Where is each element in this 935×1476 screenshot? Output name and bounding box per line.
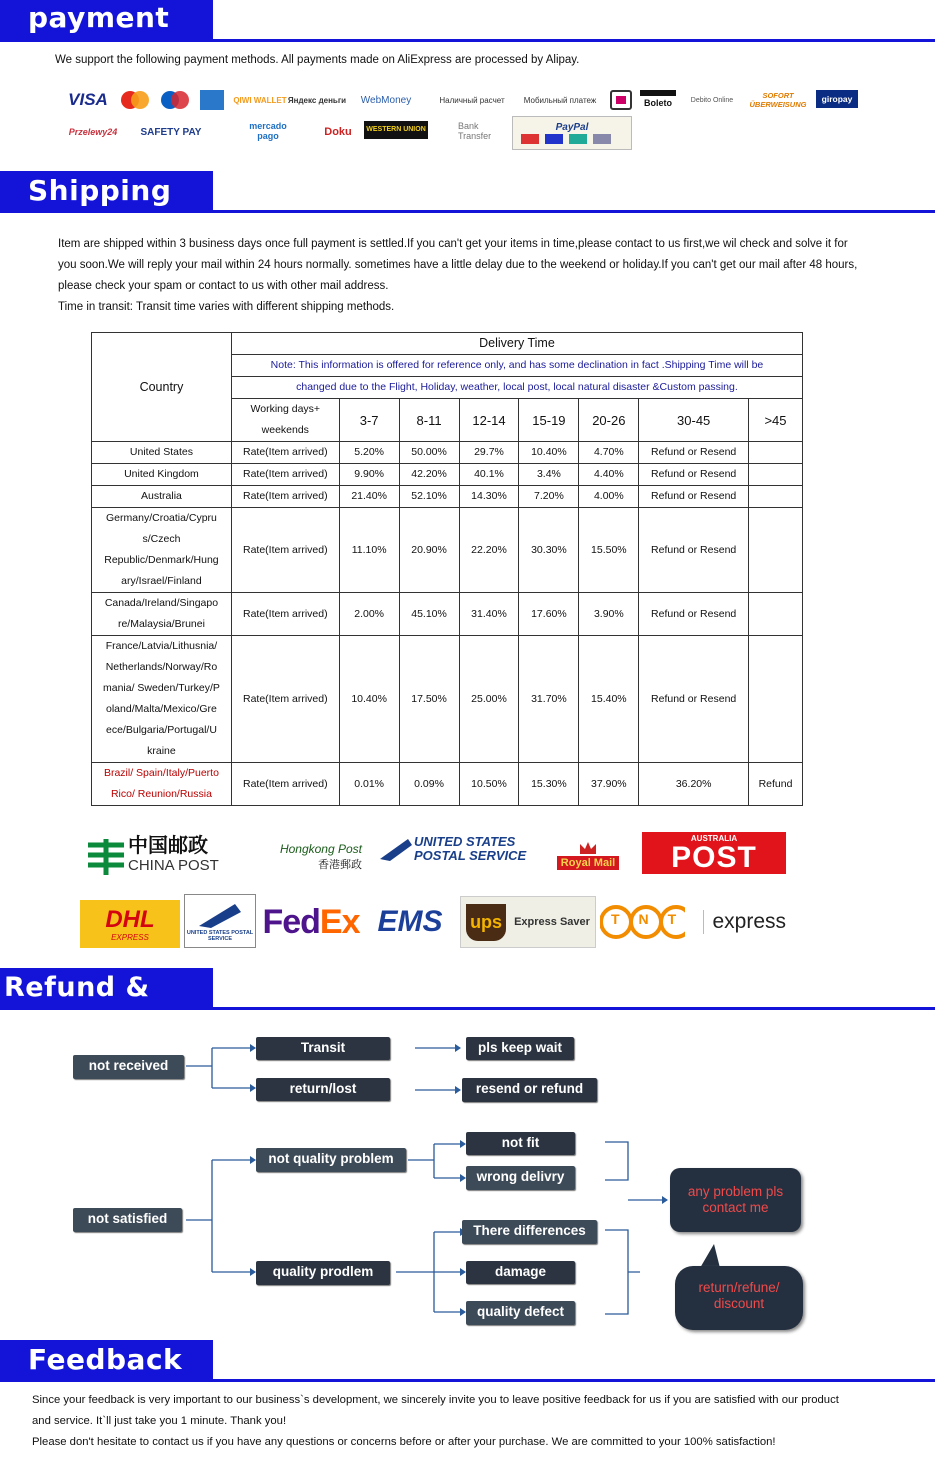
not-quality-problem-box: not quality problem	[256, 1148, 406, 1172]
visa-logo: VISA	[68, 90, 108, 109]
rate-value-cell: 15.40%	[579, 636, 639, 763]
rate-value-cell: 37.90%	[579, 763, 639, 806]
paypal-label: PayPal	[555, 121, 589, 133]
weekends-label: weekends	[261, 424, 309, 436]
country-line: France/Latvia/Lithusnia/	[105, 640, 218, 652]
safetypay-logo: SAFETY PAY	[140, 126, 202, 138]
cash-payment-logo: Наличный расчет	[439, 95, 505, 105]
sofort-logo: SOFORT ÜBERWEISUNG	[749, 91, 807, 109]
rate-value-cell: 52.10%	[399, 486, 459, 508]
hongkong-post-en: Hongkong Post	[279, 842, 362, 856]
rate-value-cell: 25.00%	[459, 636, 519, 763]
return-lost-box: return/lost	[256, 1078, 390, 1101]
rate-value-cell: Refund or Resend	[639, 636, 749, 763]
rate-value-cell: 42.20%	[399, 464, 459, 486]
fedex-fed: Fed	[262, 902, 320, 941]
fedex-ex: Ex	[319, 902, 360, 941]
country-line: Netherlands/Norway/Ro	[105, 661, 218, 673]
transit-box: Transit	[256, 1037, 390, 1060]
range-header: 30-45	[639, 399, 749, 442]
rate-value-cell: Refund or Resend	[639, 486, 749, 508]
rate-value-cell: 29.7%	[459, 442, 519, 464]
country-line: ece/Bulgaria/Portugal/U	[106, 724, 217, 736]
rate-value-cell: 17.50%	[399, 636, 459, 763]
range-header: 20-26	[579, 399, 639, 442]
rate-value-cell: 3.90%	[579, 593, 639, 636]
rate-value-cell: Refund	[749, 763, 803, 806]
rate-value-cell: 21.40%	[339, 486, 399, 508]
rate-value-cell: Refund or Resend	[639, 464, 749, 486]
rate-label-cell: Rate(Item arrived)	[231, 636, 339, 763]
working-days-label: Working days+	[250, 403, 321, 415]
section-title: payment	[0, 0, 213, 42]
section-title: Refund & Return	[0, 968, 213, 1010]
feedback-line: Since your feedback is very important to our business`s development, we sincerely invite you to leave positive feedback for us if you are satisfied with our product	[32, 1394, 839, 1406]
post-label: POST	[671, 840, 757, 874]
rate-label-cell: Rate(Item arrived)	[231, 442, 339, 464]
rate-value-cell: 15.30%	[519, 763, 579, 806]
rate-value-cell: 2.00%	[339, 593, 399, 636]
country-line: Australia	[141, 490, 182, 502]
table-note-line: changed due to the Flight, Holiday, weather, local post, local natural disaster &Custom passing.	[231, 377, 802, 399]
table-note-line: Note: This information is offered for reference only, and has some declination in fact .Shipping Time will be	[231, 355, 802, 377]
country-line: s/Czech	[142, 533, 181, 545]
contact-line: contact me	[702, 1200, 769, 1215]
rate-label-cell: Rate(Item arrived)	[231, 464, 339, 486]
delivery-time-header: Delivery Time	[231, 333, 802, 355]
result-line: discount	[713, 1296, 765, 1311]
hongkong-post-cn: 香港郵政	[318, 859, 362, 871]
there-differences-box: There differences	[462, 1220, 597, 1244]
debito-online-logo: Debito Online	[690, 96, 734, 104]
range-header: 15-19	[519, 399, 579, 442]
rate-label-cell: Rate(Item arrived)	[231, 593, 339, 636]
country-line: oland/Malta/Mexico/Gre	[106, 703, 217, 715]
not-received-box: not received	[73, 1055, 184, 1079]
bank-transfer-logo: Bank Transfer	[458, 121, 492, 141]
rate-value-cell: 22.20%	[459, 508, 519, 593]
rate-value-cell: 30.30%	[519, 508, 579, 593]
yandex-money-logo: Яндекс деньги	[287, 95, 347, 105]
not-satisfied-box: not satisfied	[73, 1208, 182, 1232]
rate-value-cell: 10.40%	[519, 442, 579, 464]
country-line: Canada/Ireland/Singapo	[104, 597, 219, 609]
contact-me-bubble	[670, 1168, 801, 1232]
rate-value-cell: 7.20%	[519, 486, 579, 508]
rate-value-cell: 4.70%	[579, 442, 639, 464]
resend-or-refund-box: resend or refund	[462, 1078, 597, 1102]
country-line: Rico/ Reunion/Russia	[110, 788, 212, 800]
china-post-en: CHINA POST	[128, 857, 219, 874]
result-line: return/refune/	[698, 1280, 780, 1295]
country-line: Germany/Croatia/Cypru	[106, 512, 217, 524]
rate-value-cell: Refund or Resend	[639, 508, 749, 593]
country-line: kraine	[147, 745, 176, 757]
not-fit-box: not fit	[466, 1132, 575, 1155]
rate-value-cell: 50.00%	[399, 442, 459, 464]
qiwi-logo: QIWI WALLET	[233, 95, 287, 105]
rate-value-cell: 9.90%	[339, 464, 399, 486]
ups-saver-label: Express Saver	[514, 916, 590, 928]
contact-line: any problem pls	[687, 1184, 784, 1199]
rate-value-cell: 11.10%	[339, 508, 399, 593]
return-refund-bubble	[675, 1266, 803, 1330]
rate-value-cell: 4.40%	[579, 464, 639, 486]
pls-keep-wait-box: pls keep wait	[466, 1037, 574, 1060]
feedback-line: Please don't hesitate to contact us if you have any questions or concerns before or after your purchase. We are committed to your 100% satisfaction!	[32, 1436, 776, 1448]
boleto-logo: Boleto	[640, 90, 676, 110]
rate-value-cell: 31.40%	[459, 593, 519, 636]
rate-value-cell: 3.4%	[519, 464, 579, 486]
giropay-logo: giropay	[816, 90, 858, 108]
country-line: mania/ Sweden/Turkey/P	[102, 682, 220, 694]
rate-value-cell: 5.20%	[339, 442, 399, 464]
quality-prodlem-box: quality prodlem	[256, 1261, 390, 1285]
country-line: Brazil/ Spain/Italy/Puerto	[103, 767, 219, 779]
mercadopago-logo: mercado pago	[249, 121, 287, 141]
doku-logo: Doku	[324, 126, 352, 138]
dhl-label: DHL	[105, 905, 155, 933]
section-title: Shipping	[0, 171, 213, 213]
usps-small-label: UNITED STATES POSTAL SERVICE	[186, 930, 254, 942]
damage-box: damage	[466, 1261, 575, 1284]
przelewy24-logo: Przelewy24	[68, 127, 118, 137]
usps-line1: UNITED STATES	[414, 834, 516, 849]
country-line: re/Malaysia/Brunei	[117, 618, 205, 630]
rate-value-cell: 4.00%	[579, 486, 639, 508]
china-post-cn: 中国邮政	[128, 835, 208, 857]
country-line: Republic/Denmark/Hung	[104, 554, 219, 566]
tnt-express-label: express	[703, 910, 786, 934]
section-rule	[213, 1379, 935, 1382]
dhl-express-label: EXPRESS	[111, 932, 149, 942]
webmoney-logo: WebMoney	[360, 94, 412, 106]
tnt-label: TNT	[611, 911, 696, 927]
country-line: United Kingdom	[124, 468, 199, 480]
rate-value-cell: Refund or Resend	[639, 593, 749, 636]
western-union-logo: WESTERN UNION	[364, 121, 428, 139]
feedback-section-header	[0, 1340, 935, 1382]
shipping-line: Item are shipped within 3 business days once full payment is settled.If you can't get your items in time,please contact to us first,we wil check and solve it for	[58, 238, 848, 250]
country-line: United States	[129, 446, 193, 458]
rate-value-cell: 0.01%	[339, 763, 399, 806]
country-header: Country	[92, 333, 232, 442]
quality-defect-box: quality defect	[466, 1301, 575, 1325]
rate-label-cell: Rate(Item arrived)	[231, 508, 339, 593]
rate-label-cell: Rate(Item arrived)	[231, 486, 339, 508]
rate-value-cell: 17.60%	[519, 593, 579, 636]
feedback-line: and service. It`ll just take you 1 minute. Thank you!	[32, 1415, 287, 1427]
country-line: ary/Israel/Finland	[121, 575, 202, 587]
range-header: 8-11	[399, 399, 459, 442]
rate-value-cell: 0.09%	[399, 763, 459, 806]
mobile-payment-logo: Мобильный платеж	[523, 95, 597, 105]
section-title: Feedback	[0, 1340, 213, 1382]
rate-value-cell: 20.90%	[399, 508, 459, 593]
rate-value-cell: 36.20%	[639, 763, 749, 806]
ems-logo: EMS	[377, 905, 443, 938]
ups-shield: ups	[466, 904, 506, 941]
rate-value-cell: 40.1%	[459, 464, 519, 486]
shipping-line: you soon.We will reply your mail within 24 hours normally. sometimes have a little delay due to the weekend or holiday.If you can't get our mail after 48 hours,	[58, 259, 858, 271]
range-header: 12-14	[459, 399, 519, 442]
range-header: >45	[749, 399, 803, 442]
shipping-line: please check your spam or contact to us with other mail address.	[58, 280, 389, 292]
rate-value-cell: 31.70%	[519, 636, 579, 763]
shipping-line: Time in transit: Transit time varies with different shipping methods.	[58, 301, 395, 313]
royal-mail-label: Royal Mail	[557, 856, 619, 870]
rate-value-cell: 10.50%	[459, 763, 519, 806]
rate-label-cell: Rate(Item arrived)	[231, 763, 339, 806]
wrong-delivry-box: wrong delivry	[466, 1166, 575, 1190]
australia-label: AUSTRALIA	[690, 833, 738, 843]
rate-value-cell: 14.30%	[459, 486, 519, 508]
usps-line2: POSTAL SERVICE	[414, 848, 527, 863]
rate-value-cell: Refund or Resend	[639, 442, 749, 464]
rate-value-cell: 10.40%	[339, 636, 399, 763]
rate-value-cell: 45.10%	[399, 593, 459, 636]
rate-value-cell: 15.50%	[579, 508, 639, 593]
payment-description: We support the following payment methods. All payments made on AliExpress are processed by Alipay.	[55, 54, 580, 66]
range-header: 3-7	[339, 399, 399, 442]
